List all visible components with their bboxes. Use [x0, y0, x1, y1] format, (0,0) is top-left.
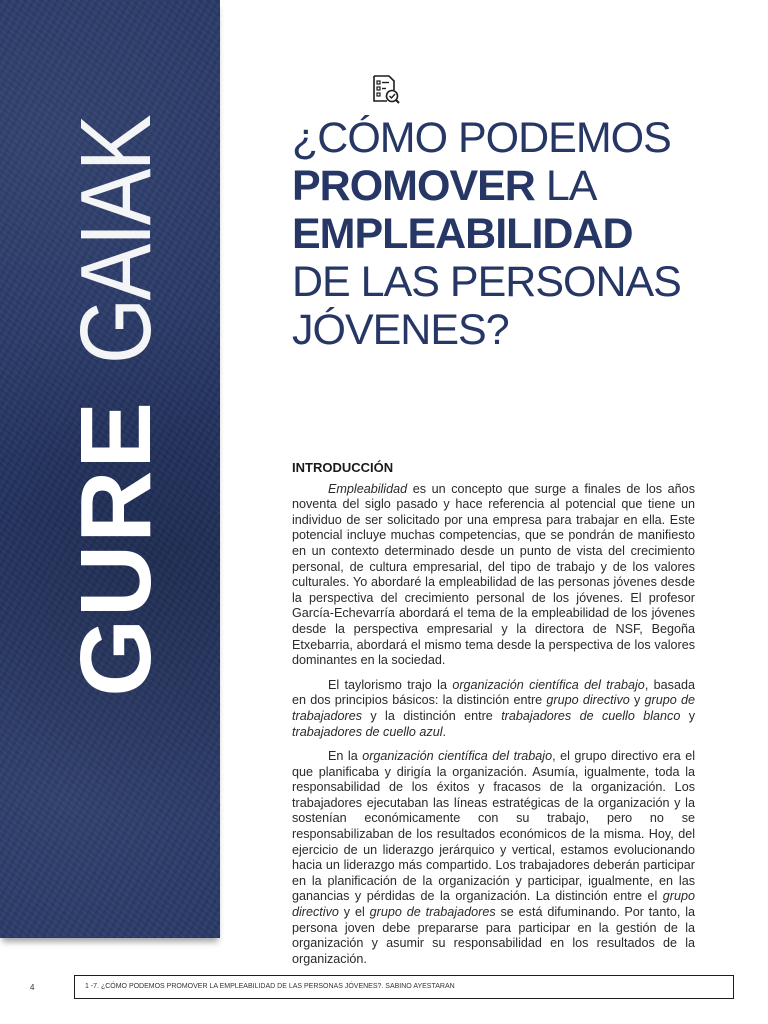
p3-italic-d: grupo directivo: [292, 889, 695, 920]
p2-italic-j: trabajadores de cuello azul: [292, 724, 443, 739]
article-title: [292, 114, 732, 354]
p2-italic-h: trabajadores de cuello blanco: [501, 708, 681, 723]
title-line-3: [292, 210, 732, 258]
p2-text-k: .: [442, 724, 447, 739]
paragraph-2: [292, 678, 695, 740]
p2-italic-f: grupo de trabajadores: [292, 693, 696, 723]
paragraph-3: [292, 749, 695, 967]
p3-text-g: se está difuminando. Por tanto, la persona joven debe prepararse para participar en la gestión de la organización y asumir su responsabilidad en los resultados de la organización.: [292, 905, 695, 966]
p3-text-a: En la: [328, 749, 363, 764]
p1-italic-term: Empleabilidad: [328, 481, 408, 496]
document-magnifier-icon: [367, 72, 401, 106]
p2-text-i: y: [680, 708, 696, 723]
title-line-3-bold: EMPLEABILIDAD: [292, 210, 633, 258]
section-title-bold: GURE: [60, 399, 172, 697]
title-line-2-rest: LA: [534, 162, 597, 210]
p2-text-a: El taylorismo trajo la: [328, 677, 453, 692]
p2-italic-d: grupo directivo: [546, 693, 630, 708]
p2-italic-b: organización científica del trabajo: [452, 677, 645, 692]
title-line-2: [292, 162, 732, 210]
p2-text-c: , basada en dos principios básicos: la distinción entre: [292, 677, 695, 708]
p2-text-e: y: [629, 693, 645, 708]
page-number: 4: [30, 983, 35, 992]
article-body: [292, 460, 695, 976]
sidebar-banner: [0, 0, 220, 938]
section-title-light: GAIAK: [60, 117, 172, 365]
p3-italic-f: grupo de trabajadores: [369, 905, 496, 920]
p3-text-c: , el grupo directivo era el que planificaba y dirigía la organización. Asumía, igualmente, toda la responsabilidad de los éxitos y fracasos de la organización. Los trabajadores ejecutaban las líneas estratégicas de la organización y la sostenían económicamente con su trabajo, pero no se responsabilizaban de los resultados económicos de la misma. Hoy, del ejercicio de un liderazgo jerárquico y vertical, estamos evolucionando hacia un liderazgo más compartido. Los trabajadores deberán participar en la planificación de la organización y participar, igualmente, en las ganancias y pérdidas de la organización. La distinción entre el: [292, 749, 695, 904]
paragraph-1: [292, 482, 695, 669]
title-line-2-bold: PROMOVER: [292, 162, 535, 210]
title-line-4: DE LAS PERSONAS: [292, 258, 681, 306]
p3-text-e: y el: [338, 905, 370, 920]
p3-italic-b: organización científica del trabajo: [362, 749, 553, 764]
title-line-5: JÓVENES?: [292, 306, 509, 354]
section-heading: INTRODUCCIÓN: [292, 460, 394, 475]
p2-text-g: y la distinción entre: [362, 708, 502, 723]
p1-text: es un concepto que surge a finales de los años noventa del siglo pasado y hace referencia al potencial que tiene un individuo de ser solicitado por una empresa para trabajar en ella. Este potencial incluye muchas competencias, que se pondrán de manifiesto en un contexto determinado desde un punto de vista del crecimiento personal, de cultura empresarial, del tipo de trabajo y de los valores culturales. Yo abordaré la empleabilidad de las personas jóvenes desde la perspectiva del crecimiento personal de los jóvenes. El profesor García-Echevarría abordará el tema de la empleabilidad de los jóvenes desde la perspectiva empresarial y la directora de NSF, Begoña Etxebarria, abordará el mismo tema desde la perspectiva de los valores dominantes en la sociedad.: [292, 481, 695, 668]
footer-running-title: 1 -7. ¿CÓMO PODEMOS PROMOVER LA EMPLEABILIDAD DE LAS PERSONAS JÓVENES?. SABINO AYESTARAN: [74, 975, 734, 999]
section-title-vertical: [60, 95, 172, 697]
title-line-1: ¿CÓMO PODEMOS: [292, 114, 671, 162]
